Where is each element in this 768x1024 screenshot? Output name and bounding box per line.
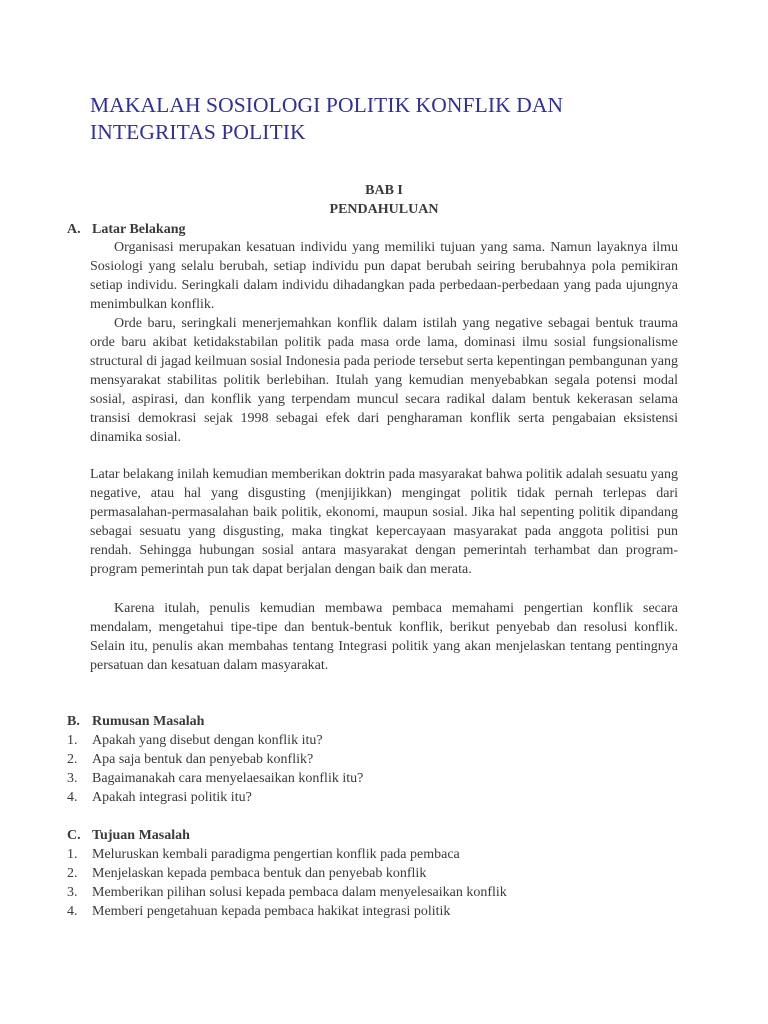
list-item — [67, 731, 363, 750]
tujuan-masalah-list — [67, 845, 507, 921]
section-b-letter: B. — [67, 714, 80, 729]
list-number: 3. — [67, 771, 78, 786]
paragraph-1: Organisasi merupakan kesatuan individu yang memiliki tujuan yang sama. Namun layaknya ilmu Sosiologi yang selalu berubah, setiap individu pun dapat berubah seiring berubahnya pola pemikiran setiap individu. Seringkali dalam individu dihadangkan pada perbedaan-perbedaan yang pada ujungnya menimbulkan konflik. — [90, 240, 678, 312]
list-number: 2. — [67, 866, 78, 881]
chapter-title: PENDAHULUAN — [329, 202, 439, 217]
list-item — [67, 769, 363, 788]
list-text: Apakah integrasi politik itu? — [92, 790, 252, 805]
title-line-1: MAKALAH SOSIOLOGI POLITIK KONFLIK DAN — [90, 93, 564, 117]
section-b-heading — [67, 712, 204, 731]
rumusan-masalah-list — [67, 731, 363, 807]
section-a-title: Latar Belakang — [92, 222, 186, 237]
list-number: 1. — [67, 847, 78, 862]
paragraph-3: Latar belakang inilah kemudian memberikan doktrin pada masyarakat bahwa politik adalah sesuatu yang negative, atau hal yang disgusting (menjijikkan) mengingat politik tidak pernah terlepas dari permasalahan-permasalahan baik politik, ekonomi, maupun sosial. Jika hal sepenting politik dipandang sebagai sesuatu yang disgusting, maka tingkat kepercayaan masyarakat pada anggota politisi pun rendah. Sehingga hubungan sosial antara masyarakat dengan pemerintah terhambat dan program-program pemerintah pun tak dapat berjalan dengan baik dan merata. — [90, 467, 678, 577]
section-c-letter: C. — [67, 828, 81, 843]
paragraph-4: Karena itulah, penulis kemudian membawa pembaca memahami pengertian konflik secara mendalam, mengetahui tipe-tipe dan bentuk-bentuk konflik, berikut penyebab dan resolusi konflik. Selain itu, penulis akan membahas tentang Integrasi politik yang akan menjelaskan tentang pentingnya persatuan dan kesatuan dalam masyarakat. — [90, 601, 678, 673]
list-text: Meluruskan kembali paradigma pengertian konflik pada pembaca — [92, 847, 460, 862]
list-number: 4. — [67, 904, 78, 919]
list-text: Apakah yang disebut dengan konflik itu? — [92, 733, 323, 748]
section-a-letter: A. — [67, 222, 81, 237]
list-number: 2. — [67, 752, 78, 767]
chapter-number: BAB I — [365, 183, 403, 198]
title-line-2: INTEGRITAS POLITIK — [90, 120, 306, 144]
list-item — [67, 883, 507, 902]
paragraph-2: Orde baru, seringkali menerjemahkan konflik dalam istilah yang negative sebagai bentuk trauma orde baru akibat ketidakstabilan politik pada masa orde lama, dominasi ilmu sosial fungsionalisme structural di jagad keilmuan sosial Indonesia pada periode tersebut serta kepentingan pembangunan yang mensyarakat stabilitas politik berlebihan. Itulah yang kemudian menyebabkan segala potensi modal sosial, aspirasi, dan konflik yang terpendam muncul secara radikal dalam bentuk kekerasan selama transisi demokrasi sejak 1998 sebagai efek dari pengharaman konflik serta pengabaian eksistensi dinamika sosial. — [90, 316, 678, 445]
list-item — [67, 864, 507, 883]
list-text: Memberikan pilihan solusi kepada pembaca dalam menyelesaikan konflik — [92, 885, 507, 900]
list-item — [67, 902, 507, 921]
list-text: Menjelaskan kepada pembaca bentuk dan penyebab konflik — [92, 866, 427, 881]
section-b-title: Rumusan Masalah — [92, 714, 205, 729]
list-item — [67, 845, 507, 864]
section-c-title: Tujuan Masalah — [92, 828, 190, 843]
list-number: 4. — [67, 790, 78, 805]
list-number: 1. — [67, 733, 78, 748]
list-text: Apa saja bentuk dan penyebab konflik? — [92, 752, 314, 767]
list-item — [67, 788, 363, 807]
section-c-heading — [67, 826, 190, 845]
document-title — [90, 92, 690, 146]
section-a-heading — [67, 220, 185, 239]
list-number: 3. — [67, 885, 78, 900]
list-text: Bagaimanakah cara menyelaesaikan konflik itu? — [92, 771, 364, 786]
list-text: Memberi pengetahuan kepada pembaca hakikat integrasi politik — [92, 904, 451, 919]
list-item — [67, 750, 363, 769]
